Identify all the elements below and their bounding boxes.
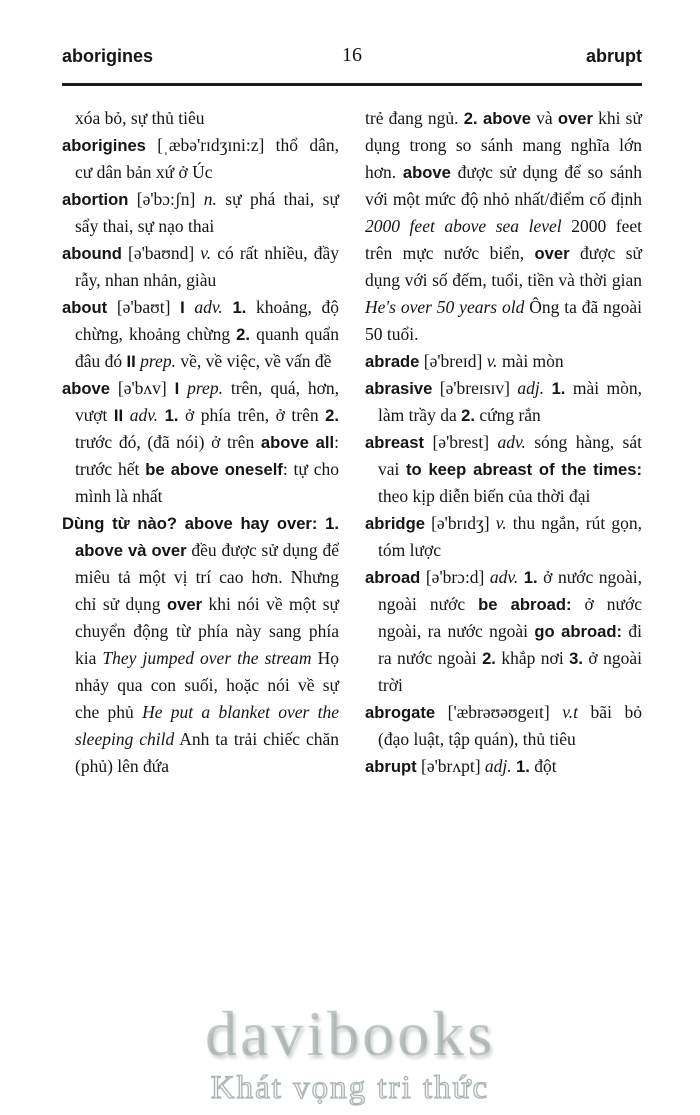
entry-abroad: abroad [ə'brɔ:d] adv. 1. ở nước ngoài, ngoài nước be abroad: ở nước ngoài, ra nước ngoài go abroad: đi ra nước ngoài 2. khắp nơi 3. ở ngoài trời (365, 566, 642, 695)
header-guide-word-left: aborigines (62, 46, 154, 66)
entry-above: above [ə'bʌv] I prep. trên, quá, hơn, vượt II adv. 1. ở phía trên, ở trên 2. trước đó, (đã nói) ở trên above all: trước hết be above oneself: tự cho mình là nhất (62, 377, 340, 506)
dictionary-body (62, 105, 642, 780)
entry-abrupt: abrupt [ə'brʌpt] adj. 1. đột (365, 755, 557, 776)
watermark (0, 998, 700, 1109)
entry-abrasive: abrasive [ə'breɪsɪv] adj. 1. mài mòn, làm trầy da 2. cứng rắn (365, 377, 642, 425)
usage-note-above-over: Dùng từ nào? above hay over: 1. above và over đều được sử dụng để miêu tả một vị trí cao hơn. Nhưng chỉ sử dụng over khi nói về một sự chuyển động từ phía này sang phía kia They jumped over the stream Họ nhảy qua con suối, hoặc nói về sự che phủ He put a blanket over the sleeping child Anh ta trải chiếc chăn (phủ) lên đứa (62, 513, 340, 776)
entry-abound: abound [ə'baʊnd] v. có rất nhiều, đầy rẫy, nhan nhản, giàu (62, 242, 339, 290)
watermark-subtitle: Khát vọng tri thức (210, 1070, 490, 1107)
entry-abortion: abortion [ə'bɔ:ʃn] n. sự phá thai, sự sẩy thai, sự nạo thai (62, 188, 339, 236)
page-number: 16 (342, 44, 362, 66)
entry-abreast: abreast [ə'brest] adv. sóng hàng, sát vai to keep abreast of the times: theo kịp diễn biến của thời đại (365, 431, 642, 506)
entry-abrade: abrade [ə'breɪd] v. mài mòn (365, 350, 564, 371)
header-guide-word-right: abrupt (586, 46, 642, 66)
watermark-title: davibooks (204, 998, 496, 1070)
entry-abrogate: abrogate ['æbrəʊəʊgeɪt] v.t bãi bỏ (đạo luật, tập quán), thủ tiêu (365, 701, 642, 749)
right-column (365, 105, 642, 780)
usage-note-continued: trẻ đang ngủ. 2. above và over khi sử dụng trong so sánh mang nghĩa lớn hơn. above được sử dụng để so sánh với một mức độ nhỏ nhất/điểm cố định 2000 feet above sea level 2000 feet trên mực nước biển, over được sử dụng với số đếm, tuổi, tiền và thời gian He's over 50 years old Ông ta đã ngoài 50 tuổi. (365, 107, 642, 344)
entry-about: about [ə'baʊt] I adv. 1. khoảng, độ chừng, khoảng chừng 2. quanh quẩn đâu đó II prep. về, về việc, về vấn đề (62, 296, 340, 371)
entry-aborigines: aborigines [ˌæbə'rɪdʒɪni:z] thổ dân, cư dân bản xứ ở Úc (62, 134, 339, 182)
entry-abridge: abridge [ə'brɪdʒ] v. thu ngắn, rút gọn, tóm lược (365, 512, 642, 560)
header-divider (62, 83, 642, 86)
page-header (62, 44, 642, 70)
left-column (62, 105, 339, 780)
entry-continuation: xóa bỏ, sự thủ tiêu (75, 107, 205, 128)
